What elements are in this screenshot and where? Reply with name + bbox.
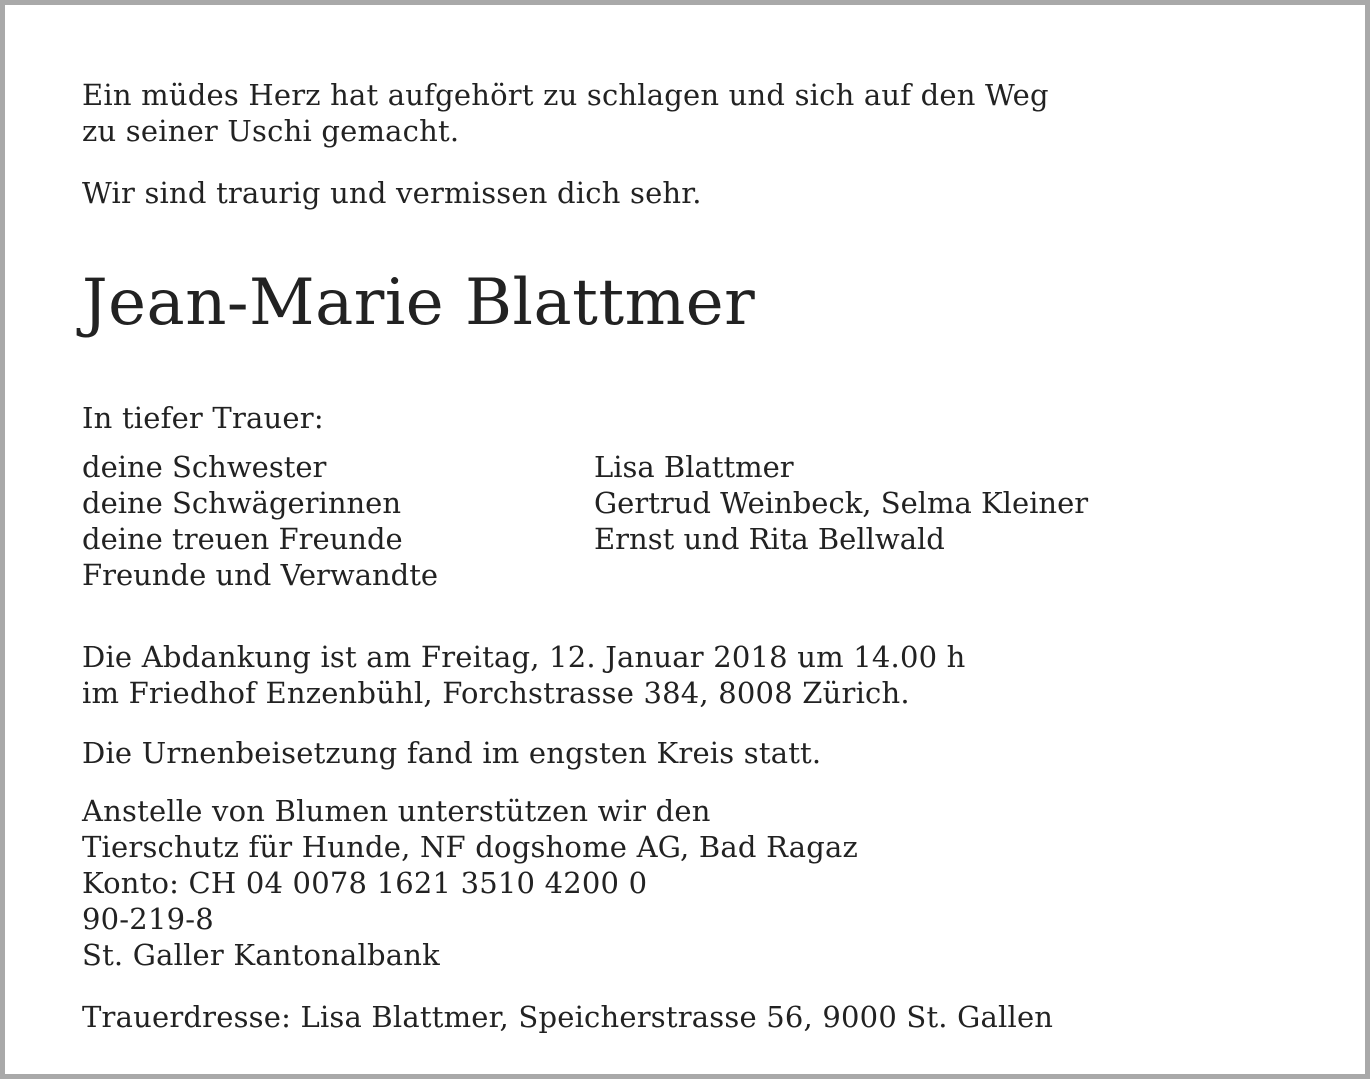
mourning-address (82, 999, 1053, 1035)
donation-bank: St. Galler Kantonalbank (82, 938, 440, 972)
ceremony-line-1: Die Abdankung ist am Freitag, 12. Januar 2018 um 14.00 h (82, 640, 966, 674)
burial-text: Die Urnenbeisetzung fand im engsten Kreis statt. (82, 736, 822, 770)
mourning-address-text: Trauerdresse: Lisa Blattmer, Speicherstrasse 56, 9000 St. Gallen (82, 1000, 1054, 1034)
donation-postal-account: 90-219-8 (82, 902, 214, 936)
ceremony-info (82, 639, 966, 711)
mourner-names: Lisa Blattmer (594, 450, 794, 484)
mourner-names: Gertrud Weinbeck, Selma Kleiner (594, 486, 1089, 520)
mourning-heading (82, 400, 324, 436)
intro-line-3: Wir sind traurig und vermissen dich sehr. (82, 176, 702, 210)
donation-line-2: Tierschutz für Hunde, NF dogshome AG, Bad Ragaz (82, 830, 858, 864)
mourner-relation: Freunde und Verwandte (82, 558, 439, 592)
deceased-name: Jean-Marie Blattmer (82, 266, 756, 340)
mourners-list (82, 449, 1182, 593)
intro-line-1: Ein müdes Herz hat aufgehört zu schlagen und sich auf den Weg (82, 78, 1049, 112)
burial-info (82, 735, 821, 771)
mourner-row (82, 449, 1182, 485)
mourner-relation: deine treuen Freunde (82, 522, 403, 556)
donation-info (82, 793, 858, 973)
mourner-row (82, 557, 1182, 593)
donation-account: Konto: CH 04 0078 1621 3510 4200 0 (82, 866, 648, 900)
mourner-row (82, 485, 1182, 521)
intro-text (82, 77, 1049, 149)
mourner-relation: deine Schwester (82, 450, 327, 484)
mourner-names (594, 557, 1182, 593)
mourner-names: Ernst und Rita Bellwald (594, 522, 945, 556)
mourning-heading-text: In tiefer Trauer: (82, 401, 324, 435)
mourner-relation: deine Schwägerinnen (82, 486, 402, 520)
donation-line-1: Anstelle von Blumen unterstützen wir den (82, 794, 711, 828)
ceremony-line-2: im Friedhof Enzenbühl, Forchstrasse 384, 8008 Zürich. (82, 676, 910, 710)
mourner-row (82, 521, 1182, 557)
intro-farewell (82, 175, 702, 211)
intro-line-2: zu seiner Uschi gemacht. (82, 114, 460, 148)
